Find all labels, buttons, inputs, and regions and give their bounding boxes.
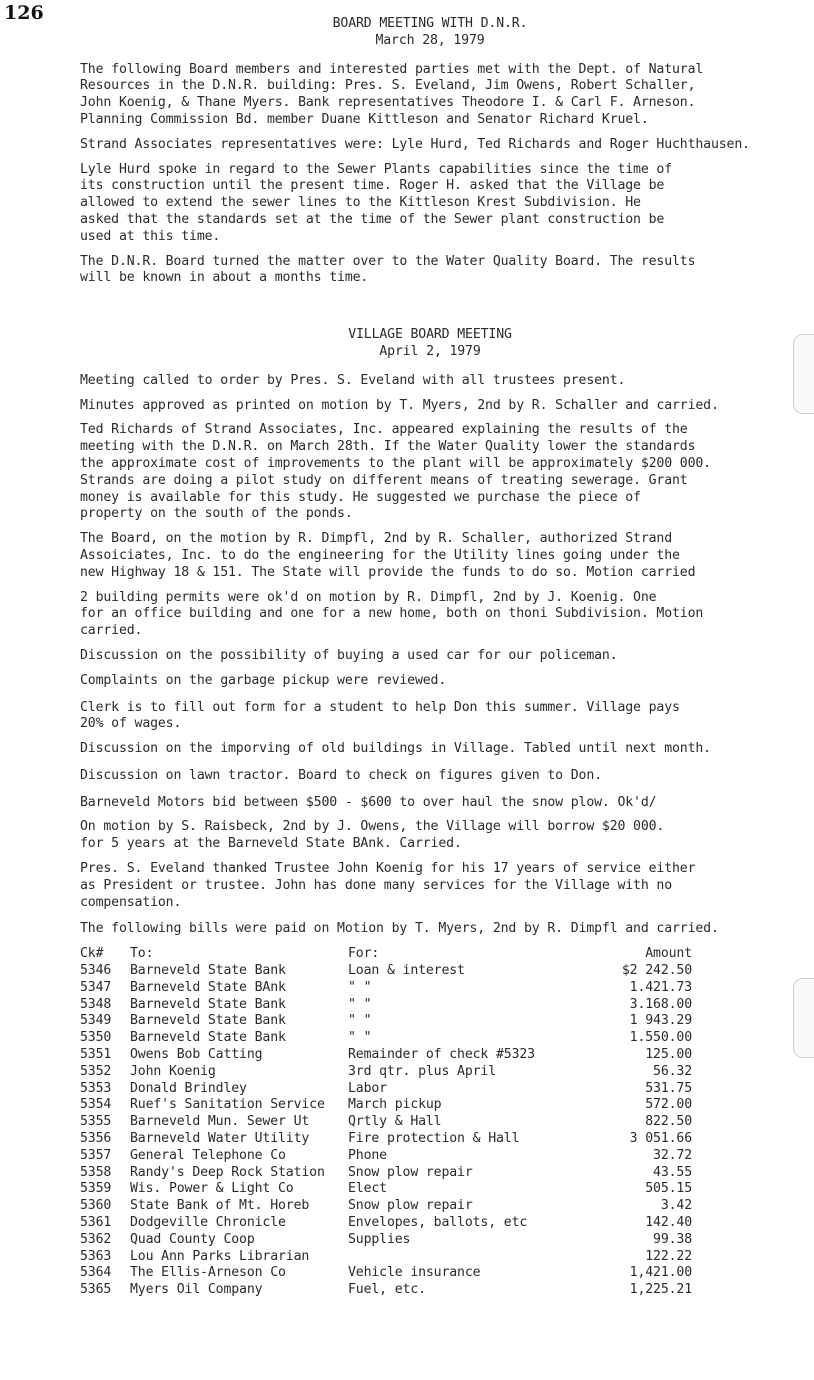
bill-amount: 125.00	[645, 1047, 692, 1063]
bill-amount: 1,421.00	[629, 1265, 692, 1281]
bill-purpose: Snow plow repair	[348, 1198, 473, 1214]
bill-check-number: 5360	[80, 1198, 112, 1214]
bill-purpose: Remainder of check #5323	[348, 1047, 535, 1063]
bill-purpose: Fire protection & Hall	[348, 1131, 520, 1147]
table-row	[80, 1198, 692, 1215]
bill-amount: 1.421.73	[629, 979, 692, 995]
bill-amount: 822.50	[645, 1114, 692, 1130]
minutes-paragraph: Discussion on lawn tractor. Board to check on figures given to Don.	[80, 767, 602, 783]
table-row	[80, 1249, 692, 1266]
bills-header-row	[80, 946, 692, 963]
bill-check-number: 5362	[80, 1231, 112, 1247]
bill-check-number: 5346	[80, 963, 112, 979]
bills-body	[80, 963, 692, 1299]
bill-payee: Myers Oil Company	[130, 1282, 263, 1298]
dnr-meeting-title: BOARD MEETING WITH D.N.R.	[332, 16, 528, 31]
bill-amount: 56.32	[653, 1063, 692, 1079]
bill-payee: Randy's Deep Rock Station	[130, 1164, 325, 1180]
bill-payee: Lou Ann Parks Librarian	[130, 1248, 310, 1264]
dnr-paragraph: Strand Associates representatives were: Lyle Hurd, Ted Richards and Roger Huchthausen.	[80, 136, 750, 152]
header-amount: Amount	[645, 946, 692, 962]
bill-payee: John Koenig	[130, 1063, 216, 1079]
minutes-paragraph: On motion by S. Raisbeck, 2nd by J. Owens, the Village will borrow $20 000. for 5 years at the Barneveld State BAnk. Carried.	[80, 819, 665, 852]
table-row	[80, 963, 692, 980]
bill-amount: $2 242.50	[621, 963, 692, 979]
table-row	[80, 1013, 692, 1030]
bill-check-number: 5359	[80, 1181, 112, 1197]
bill-payee: Donald Brindley	[130, 1080, 247, 1096]
bill-payee: State Bank of Mt. Horeb	[130, 1198, 310, 1214]
table-row	[80, 997, 692, 1014]
dnr-meeting-date: March 28, 1979	[375, 32, 485, 48]
table-row	[80, 1215, 692, 1232]
bill-purpose: " "	[348, 996, 372, 1012]
dnr-paragraph: The D.N.R. Board turned the matter over to the Water Quality Board. The results will be known in about a months time.	[80, 253, 696, 286]
bill-purpose: Supplies	[348, 1231, 411, 1247]
bill-payee: Barneveld Water Utility	[130, 1131, 310, 1147]
bill-payee: Ruef's Sanitation Service	[130, 1097, 325, 1113]
minutes-paragraph: Barneveld Motors bid between $500 - $600 to over haul the snow plow. Ok'd/	[80, 794, 657, 810]
bill-amount: 531.75	[645, 1080, 692, 1096]
bill-purpose: Elect	[348, 1181, 387, 1197]
bill-check-number: 5355	[80, 1114, 112, 1130]
bill-purpose: " "	[348, 979, 372, 995]
bill-amount: 572.00	[645, 1097, 692, 1113]
village-meeting-heading	[80, 327, 780, 361]
bill-check-number: 5352	[80, 1063, 112, 1079]
bill-amount: 1.550.00	[629, 1030, 692, 1046]
bill-payee: The Ellis-Arneson Co	[130, 1265, 286, 1281]
bill-purpose: Qrtly & Hall	[348, 1114, 442, 1130]
table-row	[80, 1282, 692, 1299]
bill-payee: Barneveld State Bank	[130, 1030, 286, 1046]
table-row	[80, 1181, 692, 1198]
bill-payee: Dodgeville Chronicle	[130, 1215, 286, 1231]
minutes-paragraph: Meeting called to order by Pres. S. Eveland with all trustees present.	[80, 372, 626, 388]
bill-amount: 32.72	[653, 1147, 692, 1163]
minutes-paragraph: Complaints on the garbage pickup were reviewed.	[80, 672, 447, 688]
dnr-meeting-heading	[80, 16, 780, 50]
header-payee: To:	[130, 946, 154, 962]
bill-amount: 1,225.21	[629, 1282, 692, 1298]
bill-purpose: 3rd qtr. plus April	[348, 1063, 497, 1079]
dnr-paragraph: The following Board members and interested parties met with the Dept. of Natural Resources in the D.N.R. building: Pres. S. Eveland, Jim Owens, Robert Schaller, John Koenig, & Thane Myers. Bank representatives Theodore I. & Carl F. Arneson. Planning Commission Bd. member Duane Kittleson and Senator Richard Kruel.	[80, 61, 704, 127]
table-row	[80, 1265, 692, 1282]
bill-payee: Barneveld State BAnk	[130, 979, 286, 995]
minutes-content	[80, 16, 810, 1299]
bill-check-number: 5357	[80, 1147, 112, 1163]
minutes-paragraph: Clerk is to fill out form for a student to help Don this summer. Village pays 20% of wages.	[80, 699, 680, 732]
minutes-paragraph: 2 building permits were ok'd on motion by R. Dimpfl, 2nd by J. Koenig. One for an office building and one for a new home, both on thoni Subdivision. Motion carried.	[80, 589, 704, 639]
bill-check-number: 5364	[80, 1265, 112, 1281]
bill-purpose: Snow plow repair	[348, 1164, 473, 1180]
bill-check-number: 5353	[80, 1080, 112, 1096]
minutes-paragraph: Minutes approved as printed on motion by T. Myers, 2nd by R. Schaller and carried.	[80, 397, 719, 413]
bill-check-number: 5350	[80, 1030, 112, 1046]
table-row	[80, 980, 692, 997]
bill-check-number: 5363	[80, 1248, 112, 1264]
header-purpose: For:	[348, 946, 380, 962]
bill-amount: 142.40	[645, 1215, 692, 1231]
bill-payee: Owens Bob Catting	[130, 1047, 263, 1063]
bills-intro: The following bills were paid on Motion by T. Myers, 2nd by R. Dimpfl and carried.	[80, 921, 719, 937]
bill-purpose: Loan & interest	[348, 963, 465, 979]
village-meeting-date: April 2, 1979	[379, 343, 481, 359]
bill-payee: Wis. Power & Light Co	[130, 1181, 294, 1197]
bill-check-number: 5351	[80, 1047, 112, 1063]
minutes-paragraph: Pres. S. Eveland thanked Trustee John Koenig for his 17 years of service either as President or trustee. John has done many services for the Village with no compensation.	[80, 861, 696, 910]
bill-payee: Barneveld State Bank	[130, 963, 286, 979]
bill-payee: Barneveld Mun. Sewer Ut	[130, 1114, 310, 1130]
table-row	[80, 1097, 692, 1114]
table-row	[80, 1232, 692, 1249]
bill-payee: General Telephone Co	[130, 1147, 286, 1163]
bill-purpose: Phone	[348, 1147, 387, 1163]
bill-purpose: March pickup	[348, 1097, 442, 1113]
table-row	[80, 1165, 692, 1182]
minutes-paragraph: Discussion on the possibility of buying a used car for our policeman.	[80, 647, 618, 663]
bill-amount: 3 051.66	[629, 1131, 692, 1147]
table-row	[80, 1114, 692, 1131]
table-row	[80, 1081, 692, 1098]
table-row	[80, 1148, 692, 1165]
bill-purpose: " "	[348, 1030, 372, 1046]
bill-purpose: " "	[348, 1013, 372, 1029]
dnr-paragraph: Lyle Hurd spoke in regard to the Sewer Plants capabilities since the time of its construction until the present time. Roger H. asked that the Village be allowed to extend the sewer lines to the Kittleson Krest Subdivision. He asked that the standards set at the time of the Sewer plant construction be used at this time.	[80, 161, 673, 244]
bill-payee: Quad County Coop	[130, 1231, 255, 1247]
bill-purpose	[348, 1249, 588, 1266]
bill-check-number: 5347	[80, 979, 112, 995]
bill-check-number: 5348	[80, 996, 112, 1012]
table-row	[80, 1047, 692, 1064]
table-row	[80, 1064, 692, 1081]
bill-check-number: 5354	[80, 1097, 112, 1113]
bill-amount: 122.22	[645, 1248, 692, 1264]
header-check-number: Ck#	[80, 946, 104, 962]
minutes-paragraph: The Board, on the motion by R. Dimpfl, 2nd by R. Schaller, authorized Strand Assoiciates, Inc. to do the engineering for the Utility lines going under the new Highway 18 & 151. The State will provide the funds to do so. Motion carried	[80, 531, 696, 580]
bill-amount: 505.15	[645, 1181, 692, 1197]
bill-check-number: 5356	[80, 1131, 112, 1147]
bill-check-number: 5358	[80, 1164, 112, 1180]
table-row	[80, 1030, 692, 1047]
bills-table	[80, 946, 692, 1299]
bill-amount: 1 943.29	[629, 1013, 692, 1029]
bill-amount: 3.42	[660, 1198, 692, 1214]
village-meeting-title: VILLAGE BOARD MEETING	[348, 327, 512, 343]
minutes-paragraph: Ted Richards of Strand Associates, Inc. appeared explaining the results of the meeting with the D.N.R. on March 28th. If the Water Quality lower the standards the approximate cost of improvements to the plant will be approximately $200 000. Strands are doing a pilot study on different means of treating sewerage. Grant money is available for this study. He suggested we purchase the piece of property on the south of the ponds.	[80, 422, 711, 522]
bill-purpose: Vehicle insurance	[348, 1265, 481, 1281]
bill-check-number: 5361	[80, 1215, 112, 1231]
bill-payee: Barneveld State Bank	[130, 996, 286, 1012]
bill-amount: 43.55	[653, 1164, 692, 1180]
bill-purpose: Labor	[348, 1080, 387, 1096]
bill-purpose: Envelopes, ballots, etc	[348, 1215, 528, 1231]
bill-amount: 99.38	[653, 1231, 692, 1247]
table-row	[80, 1131, 692, 1148]
bill-check-number: 5365	[80, 1282, 112, 1298]
bill-amount: 3.168.00	[629, 996, 692, 1012]
bill-check-number: 5349	[80, 1013, 112, 1029]
bill-purpose: Fuel, etc.	[348, 1282, 426, 1298]
bill-payee: Barneveld State Bank	[130, 1013, 286, 1029]
page-number: 126	[4, 2, 44, 24]
minutes-paragraph: Discussion on the imporving of old buildings in Village. Tabled until next month.	[80, 741, 711, 757]
